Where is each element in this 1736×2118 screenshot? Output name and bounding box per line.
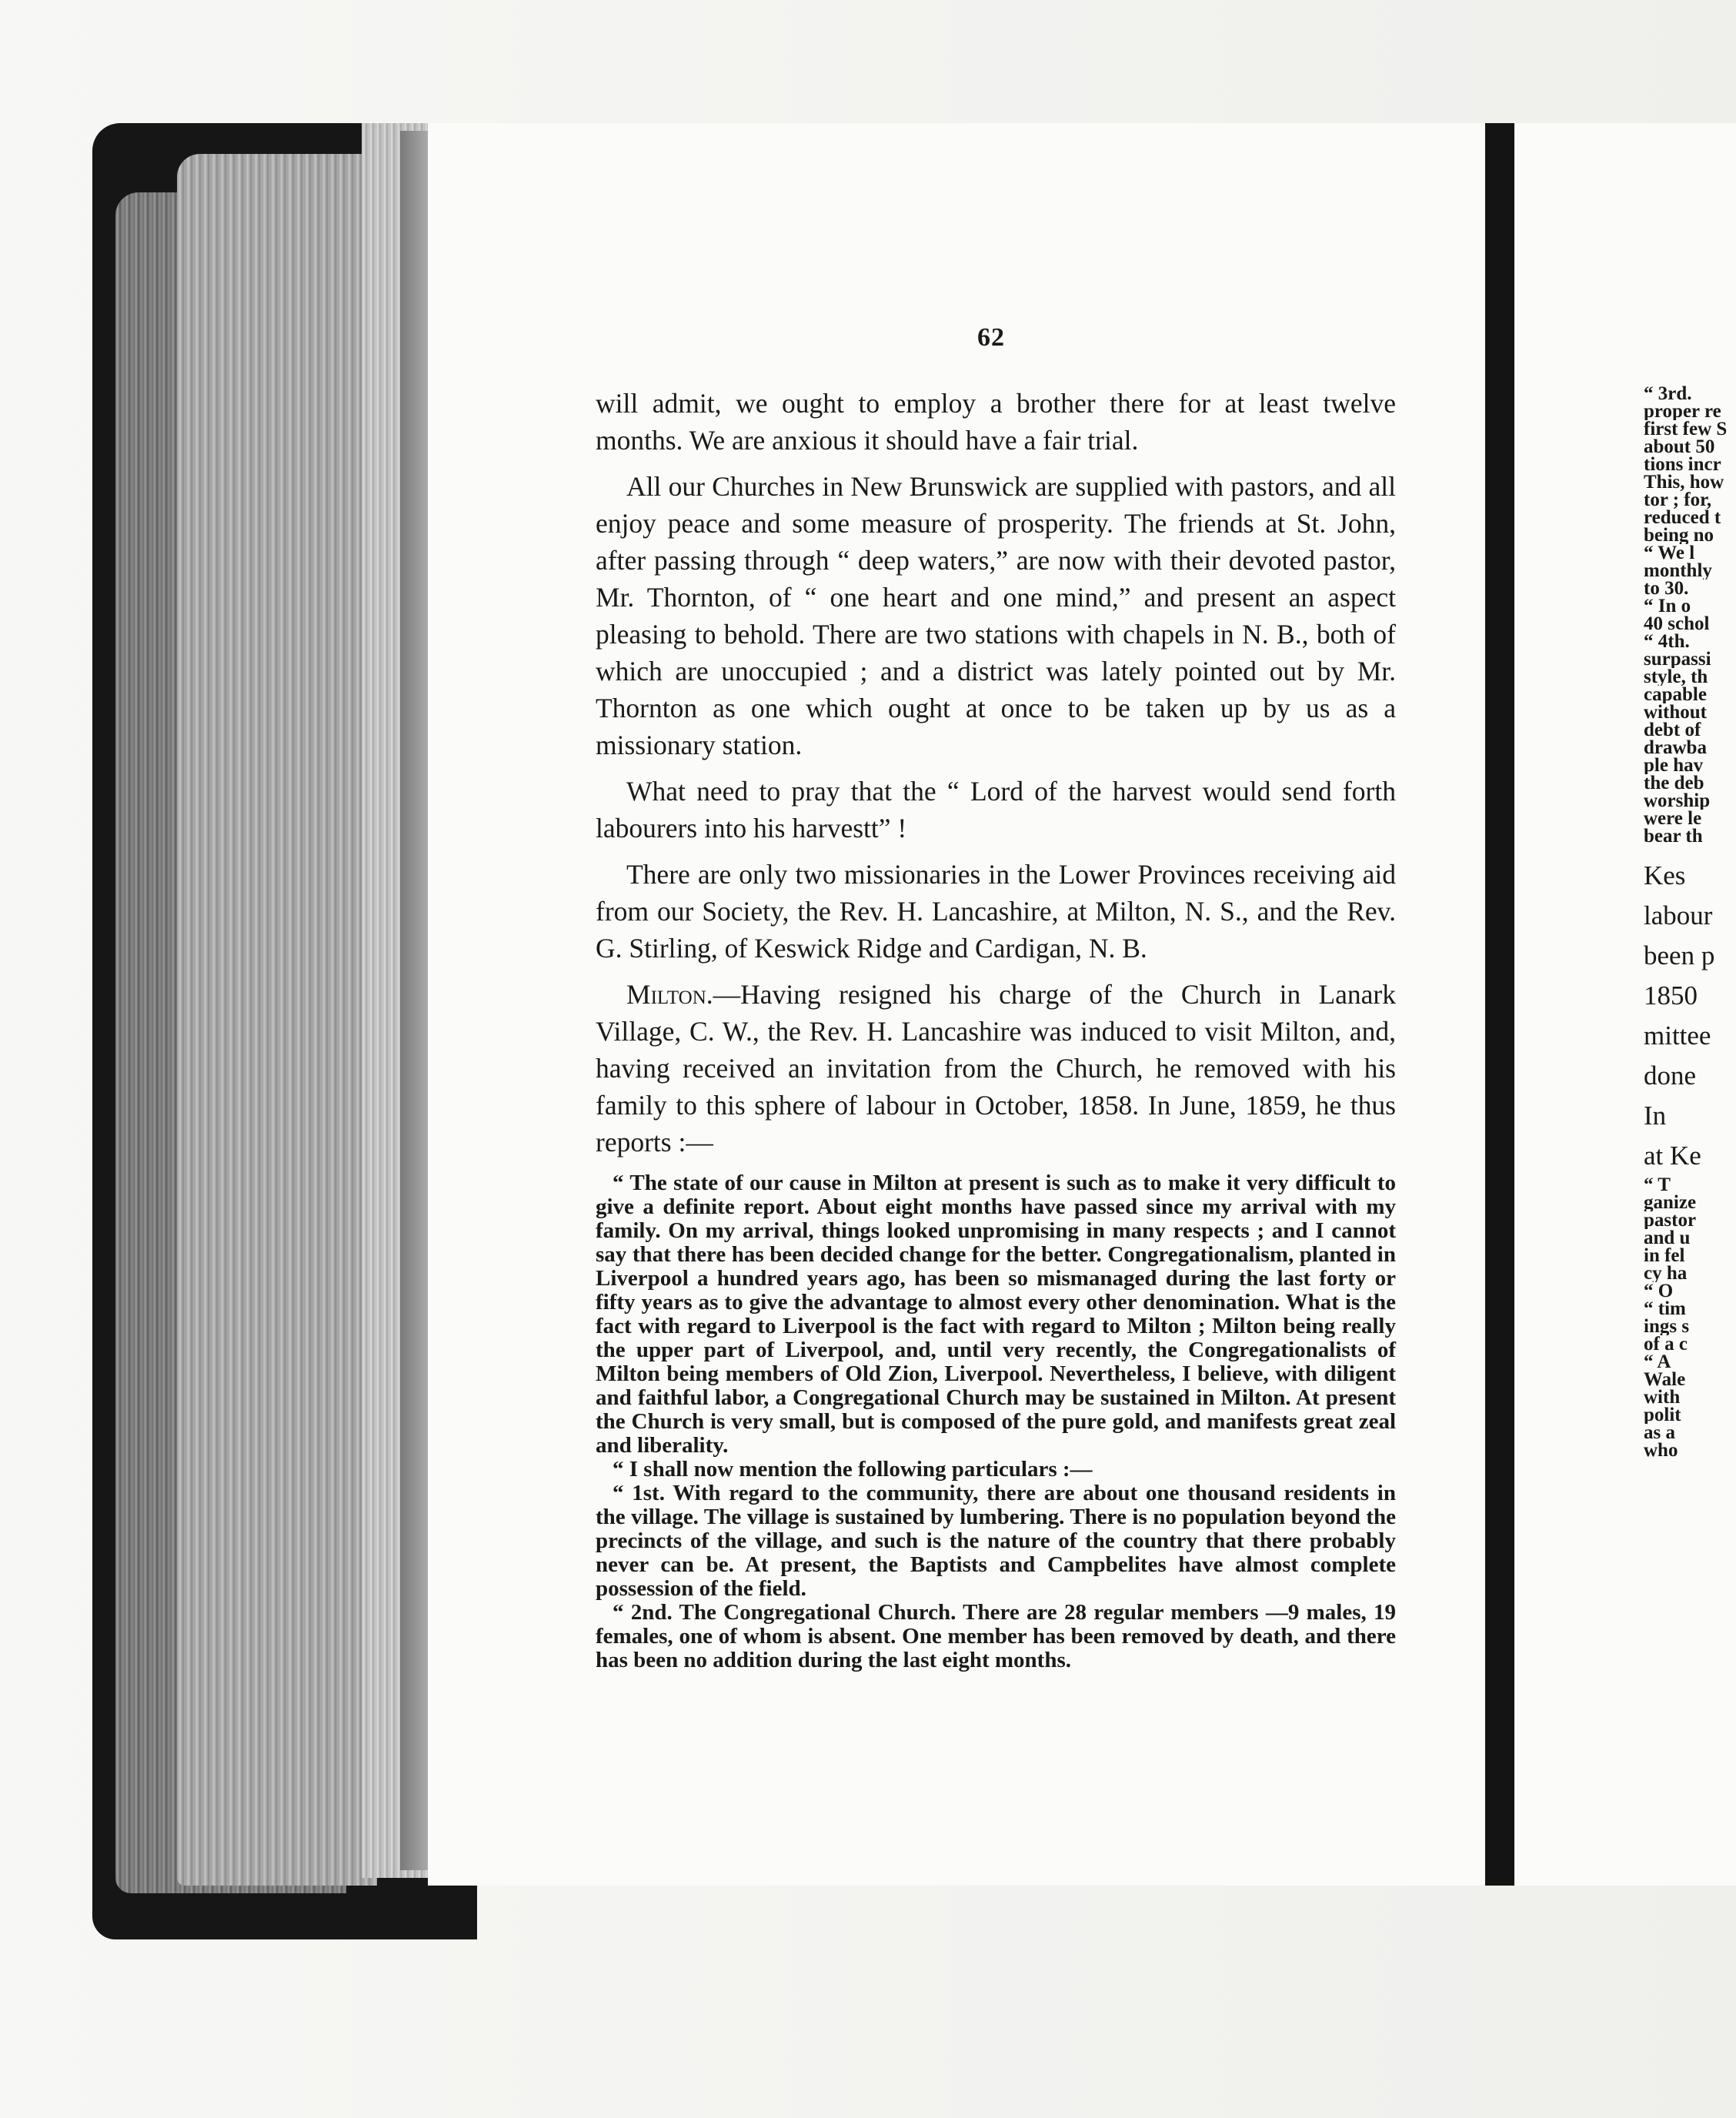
right-page-line: done: [1644, 1061, 1697, 1091]
quote-paragraph: “ The state of our cause in Milton at present is such as to make it very difficult to give a definite report. About eight months have passed since my arrival with my family. On my arrival, things looked unpromising in many respects ; and I cannot say that there has been decided change for the better. Congregationalism, planted in Liverpool a hundred years ago, has been so mismanaged during the last forty or fifty years as to give the advantage to almost every other denomination. What is the fact with regard to Liverpool is the fact with regard to Milton ; Milton being really the upper part of Liverpool, and, until very recently, the Congregationalists of Milton being members of Old Zion, Liverpool. Nevertheless, I believe, with diligent and faithful labor, a Congregational Church may be sustained in Milton. At present the Church is very small, but is composed of the pure gold, and manifests great zeal and liberality.: [596, 1171, 1396, 1458]
right-page-line: without: [1644, 703, 1707, 721]
right-page-line: “ O: [1644, 1282, 1674, 1300]
milton-heading: Milton.: [626, 979, 713, 1010]
body-paragraph: What need to pray that the “ Lord of the harvest would send forth labourers into his harvestt” !: [596, 776, 1396, 844]
right-page-line: as a: [1644, 1424, 1675, 1442]
right-page-line: been p: [1644, 940, 1715, 970]
right-page-line: “ In o: [1644, 597, 1691, 615]
right-page-line: Wale: [1644, 1371, 1686, 1388]
right-page-line: cy ha: [1644, 1264, 1688, 1282]
quote-paragraph: “ 2nd. The Congregational Church. There are 28 regular members —9 males, 19 females, one of whom is absent. One member has been removed by death, and there has been no addition during the last eight months.: [596, 1600, 1396, 1672]
right-page-line: “ We l: [1644, 544, 1695, 562]
right-page-line: labour: [1644, 900, 1713, 930]
right-page-line: ple hav: [1644, 757, 1704, 774]
right-page-line: with: [1644, 1388, 1681, 1406]
right-page-line: This, how: [1644, 473, 1724, 491]
right-page-line: who: [1644, 1442, 1678, 1459]
right-page-line: tor ; for,: [1644, 491, 1712, 509]
right-page-line: “ tim: [1644, 1300, 1686, 1318]
book-gutter: [1485, 123, 1516, 1886]
right-page-line: first few S: [1644, 420, 1728, 438]
right-page-line: capable: [1644, 686, 1707, 703]
right-page-line: surpassi: [1644, 650, 1711, 668]
body-paragraphs: [596, 385, 1396, 967]
right-page-line: and u: [1644, 1229, 1691, 1247]
right-page-line: style, th: [1644, 668, 1708, 686]
quote-paragraph: “ I shall now mention the following particulars :—: [613, 1457, 1093, 1482]
right-page-line: ganize: [1644, 1194, 1697, 1211]
right-page-line: tions incr: [1644, 456, 1721, 473]
right-page-line: monthly: [1644, 562, 1712, 580]
milton-paragraph: [596, 976, 1396, 1161]
quoted-report: [596, 1171, 1396, 1672]
right-page-line: about 50: [1644, 438, 1715, 456]
right-page-line: 1850: [1644, 980, 1698, 1011]
body-paragraph: All our Churches in New Brunswick are supplied with pastors, and all enjoy peace and some measure of prosperity. The friends at St. John, after passing through “ deep waters,” are now with their devoted pastor, Mr. Thornton, of “ one heart and one mind,” and present an aspect pleasing to behold. There are two stations with chapels in N. B., both of which are unoccupied ; and a district was lately pointed out by Mr. Thornton as one which ought at once to be taken up by us as a missionary station.: [596, 471, 1396, 760]
right-page-line: “ A: [1644, 1353, 1671, 1371]
right-page-line: worship: [1644, 792, 1711, 810]
right-page-text-fragment: [1644, 385, 1736, 1459]
right-page-line: drawba: [1644, 739, 1707, 757]
right-page-line: pastor: [1644, 1211, 1697, 1229]
right-page-line: polit: [1644, 1406, 1681, 1424]
milton-paragraph-text: —Having resigned his charge of the Church in Lanark Village, C. W., the Rev. H. Lancashire was induced to visit Milton, and, having received an invitation from the Church, he removed with his family to this sphere of labour in October, 1858. In June, 1859, he thus reports :—: [596, 979, 1396, 1158]
right-page-line: of a c: [1644, 1335, 1688, 1353]
page-fore-edge-inner: [177, 154, 377, 1886]
right-page-line: ings s: [1644, 1318, 1690, 1335]
right-page-line: proper re: [1644, 403, 1721, 420]
right-page-line: at Ke: [1644, 1141, 1701, 1171]
right-page-line: reduced t: [1644, 509, 1721, 526]
right-page-line: were le: [1644, 810, 1702, 827]
main-text-column: [596, 385, 1396, 1672]
right-page-line: “ T: [1644, 1176, 1671, 1194]
right-page-line: debt of: [1644, 721, 1701, 739]
right-page-line: Kes: [1644, 860, 1686, 890]
right-page-line: “ 4th.: [1644, 633, 1690, 650]
right-page-line: “ 3rd.: [1644, 385, 1692, 403]
right-page-line: mittee: [1644, 1021, 1711, 1051]
right-page-line: to 30.: [1644, 580, 1689, 597]
right-page-line: 40 schol: [1644, 615, 1710, 633]
body-paragraph: will admit, we ought to employ a brother there for at least twelve months. We are anxious it should have a fair trial.: [596, 388, 1396, 456]
right-page-line: in fel: [1644, 1247, 1685, 1264]
right-page-line: bear th: [1644, 827, 1703, 845]
page-number: 62: [977, 323, 1005, 352]
right-page-line: the deb: [1644, 774, 1704, 792]
quote-paragraph: “ 1st. With regard to the community, there are about one thousand residents in the village. The village is sustained by lumbering. There is no population beyond the precincts of the village, and such is the nature of the country that there probably never can be. At present, the Baptists and Campbelites have almost complete possession of the field.: [596, 1481, 1396, 1601]
right-page-line: In: [1644, 1101, 1667, 1131]
right-page-line: being no: [1644, 526, 1714, 544]
body-paragraph: There are only two missionaries in the Lower Provinces receiving aid from our Society, the Rev. H. Lancashire, at Milton, N. S., and the Rev. G. Stirling, of Keswick Ridge and Cardigan, N. B.: [596, 859, 1396, 964]
